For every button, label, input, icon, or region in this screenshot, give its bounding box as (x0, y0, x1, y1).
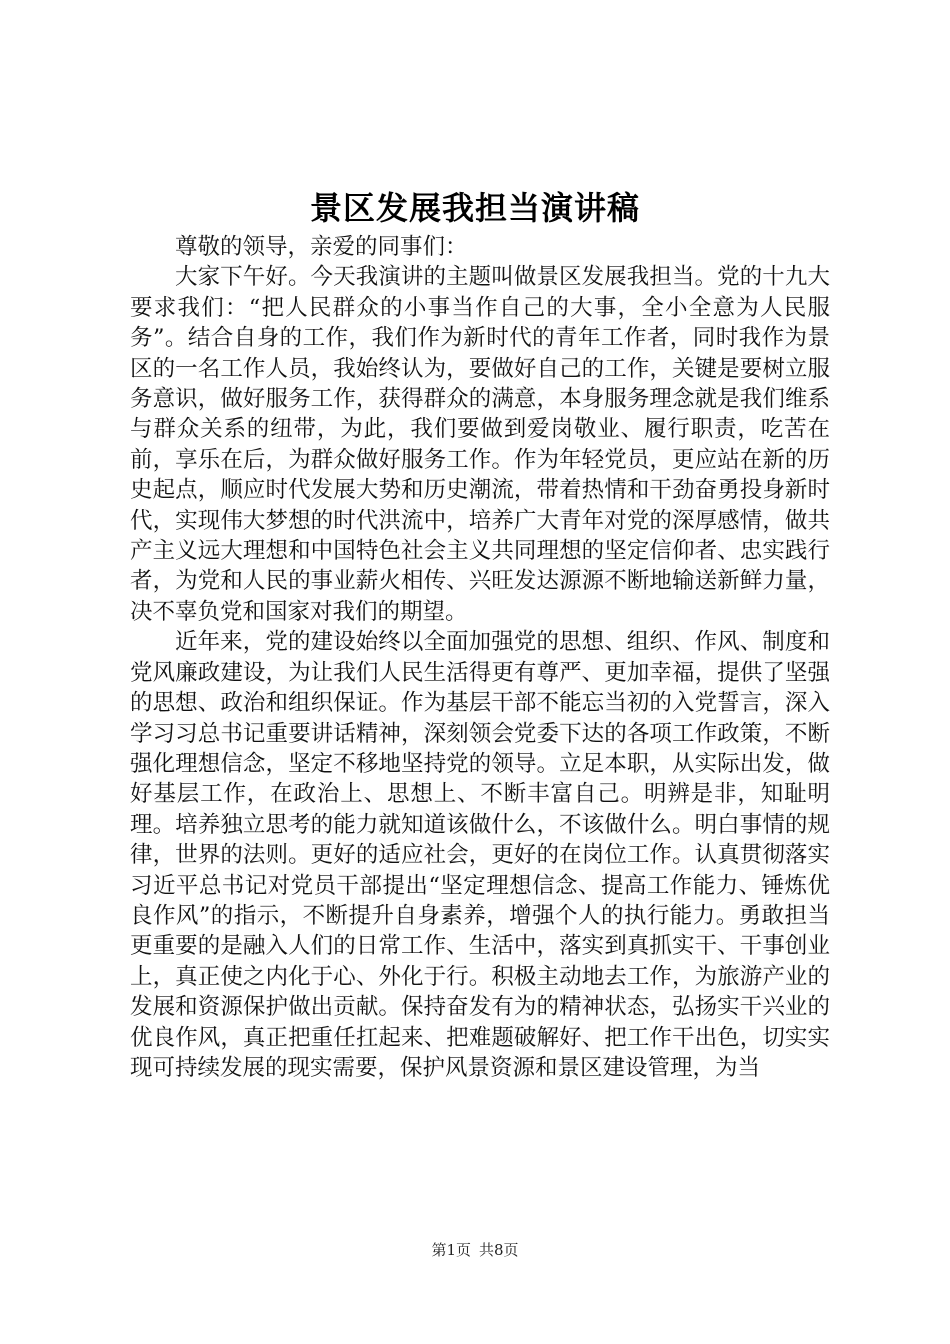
paragraph-1: 大家下午好。今天我演讲的主题叫做景区发展我担当。党的十九大要求我们：“把人民群众的小事当作自己的大事，全小全意为人民服务”。结合自身的工作，我们作为新时代的青年工作者，同时我作为景区的一名工作人员，我始终认为，要做好自己的工作，关键是要树立服务意识，做好服务工作，获得群众的满意，本身服务理念就是我们维系与群众关系的纽带，为此，我们要做到爱岗敬业、履行职责，吃苦在前，享乐在后，为群众做好服务工作。作为年轻党员，更应站在新的历史起点，顺应时代发展大势和历史潮流，带着热情和干劲奋勇投身新时代，实现伟大梦想的时代洪流中，培养广大青年对党的深厚感情，做共产主义远大理想和中国特色社会主义共同理想的坚定信仰者、忠实践行者，为党和人民的事业薪火相传、兴旺发达源源不断地输送新鲜力量，决不辜负党和国家对我们的期望。 (130, 264, 830, 625)
document-body (130, 232, 830, 1083)
page-number: 第1页 (431, 1241, 471, 1259)
salutation: 尊敬的领导，亲爱的同事们： (175, 234, 468, 260)
document-title: 景区发展我担当演讲稿 (309, 189, 640, 227)
page-total: 共8页 (479, 1241, 519, 1259)
paragraph-2: 近年来，党的建设始终以全面加强党的思想、组织、作风、制度和党风廉政建设，为让我们人民生活得更有尊严、更加幸福，提供了坚强的思想、政治和组织保证。作为基层干部不能忘当初的入党誓言，深入学习习总书记重要讲话精神，深刻领会党委下达的各项工作政策，不断强化理想信念，坚定不移地坚持党的领导。立足本职，从实际出发，做好基层工作，在政治上、思想上、不断丰富自己。明辨是非，知耻明理。培养独立思考的能力就知道该做什么，不该做什么。明白事情的规律，世界的法则。更好的适应社会，更好的在岗位工作。认真贯彻落实习近平总书记对党员干部提出“坚定理想信念、提高工作能力、锤炼优良作风”的指示，不断提升自身素养，增强个人的执行能力。勇敢担当更重要的是融入人们的日常工作、生活中，落实到真抓实干、干事创业上，真正使之内化于心、外化于行。积极主动地去工作，为旅游产业的发展和资源保护做出贡献。保持奋发有为的精神状态，弘扬实干兴业的优良作风，真正把重任扛起来、把难题破解好、把工作干出色，切实实现可持续发展的现实需要，保护风景资源和景区建设管理，为当 (130, 629, 830, 1081)
page-footer (0, 1240, 950, 1260)
